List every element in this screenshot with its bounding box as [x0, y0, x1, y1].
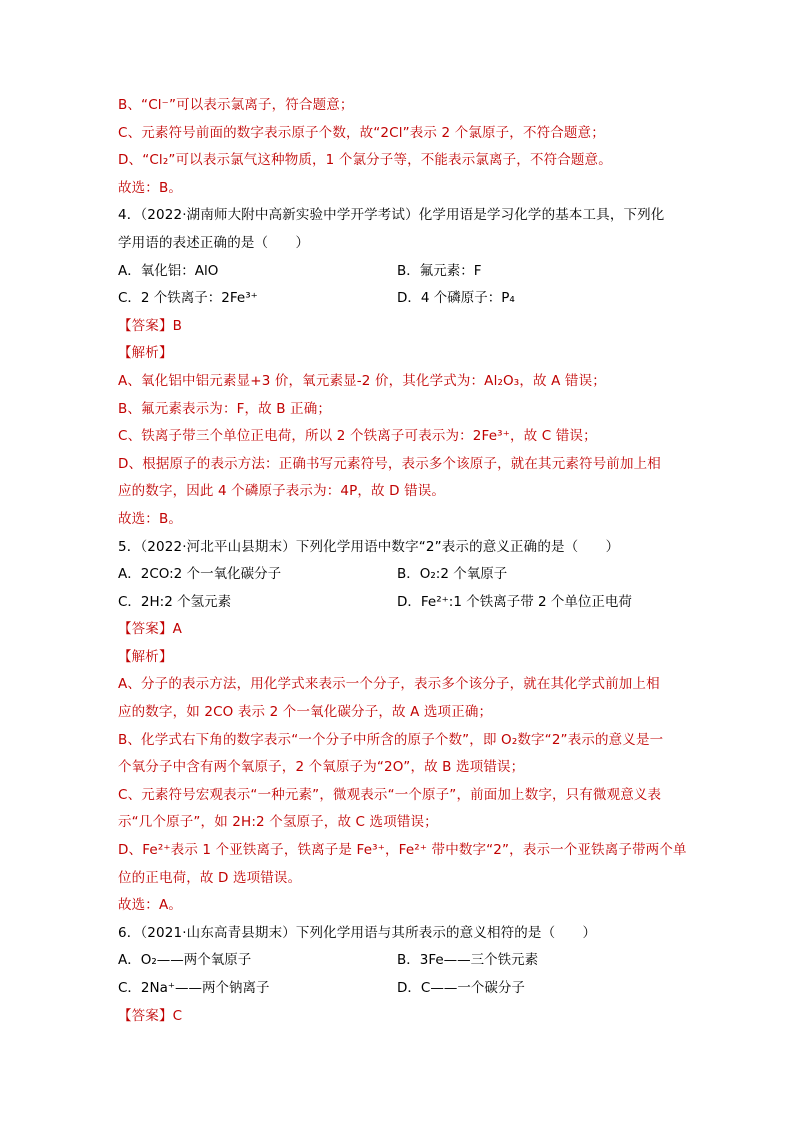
q5-conclusion: 故选：A。	[118, 897, 182, 914]
prev-analysis-line-c: C、元素符号前面的数字表示原子个数，故“2Cl”表示 2 个氯原子，不符合题意；	[118, 124, 605, 141]
q4-stem-line-2: 学用语的表述正确的是（ ）	[118, 234, 310, 251]
q4-analysis-line: A、氧化铝中铝元素显+3 价，氧元素显-2 价，其化学式为：Al₂O₃，故 A 错误；	[118, 372, 606, 389]
q4-options-row-2	[118, 285, 678, 313]
q4-conclusion: 故选：B。	[118, 510, 183, 527]
q4-stem-line-1: 4．（2022·湖南师大附中高新实验中学开学考试）化学用语是学习化学的基本工具，下列化	[118, 207, 665, 224]
q6-answer: 【答案】C	[118, 1007, 183, 1024]
q5-analysis-line: 位的正电荷，故 D 选项错误。	[118, 869, 302, 886]
q4-option-c: C．2 个铁离子：2Fe³⁺	[118, 290, 258, 307]
q4-analysis-label: 【解析】	[118, 345, 173, 362]
q6-stem: 6．（2021·山东高青县期末）下列化学用语与其所表示的意义相符的是（ ）	[118, 924, 597, 941]
q5-stem: 5．（2022·河北平山县期末）下列化学用语中数字“2”表示的意义正确的是（ ）	[118, 538, 620, 555]
q5-analysis-line: 个氧分子中含有两个氧原子，2 个氧原子为“2O”，故 B 选项错误；	[118, 759, 525, 776]
q6-option-b: B．3Fe——三个铁元素	[397, 952, 539, 969]
q4-option-d: D．4 个磷原子：P₄	[397, 290, 515, 307]
q4-options-row-1	[118, 258, 678, 286]
q5-option-c: C．2H:2 个氢元素	[118, 593, 232, 610]
q4-analysis-line: C、铁离子带三个单位正电荷，所以 2 个铁离子可表示为：2Fe³⁺，故 C 错误；	[118, 428, 597, 445]
q4-analysis-line: 应的数字，因此 4 个磷原子表示为：4P，故 D 错误。	[118, 483, 446, 500]
q5-analysis-label: 【解析】	[118, 648, 173, 665]
q5-analysis-line: 示“几个原子”，如 2H:2 个氢原子，故 C 选项错误；	[118, 814, 438, 831]
prev-analysis-line-d: D、“Cl₂”可以表示氯气这种物质，1 个氯分子等，不能表示氯离子，不符合题意。	[118, 152, 612, 169]
document-page	[118, 92, 687, 1030]
q4-option-b: B．氟元素：F	[397, 262, 482, 279]
q4-analysis-line: B、氟元素表示为：F，故 B 正确；	[118, 400, 332, 417]
q6-option-d: D．C——一个碳分子	[397, 980, 525, 996]
q5-options-row-2	[118, 589, 678, 617]
q4-analysis-line: D、根据原子的表示方法：正确书写元素符号，表示多个该原子，就在其元素符号前加上相	[118, 455, 661, 472]
q5-analysis-line: 应的数字，如 2CO 表示 2 个一氧化碳分子，故 A 选项正确；	[118, 704, 493, 721]
q5-analysis-line: D、Fe²⁺表示 1 个亚铁离子，铁离子是 Fe³⁺，Fe²⁺ 带中数字“2”，表示一个亚铁离子带两个单	[118, 842, 687, 859]
prev-conclusion: 故选：B。	[118, 179, 183, 196]
q5-analysis-line: C、元素符号宏观表示“一种元素”，微观表示“一个原子”，前面加上数字，只有微观意义表	[118, 786, 662, 803]
q5-option-d: D．Fe²⁺:1 个铁离子带 2 个单位正电荷	[397, 593, 632, 610]
q4-option-a: A．氧化铝：AlO	[118, 262, 219, 279]
q5-analysis-line: B、化学式右下角的数字表示“一个分子中所含的原子个数”，即 O₂数字“2”表示的意义是一	[118, 731, 664, 748]
q5-analysis-line: A、分子的表示方法，用化学式来表示一个分子，表示多个该分子，就在其化学式前加上相	[118, 676, 660, 693]
q6-options-row-1	[118, 947, 678, 975]
q6-option-a: A．O₂——两个氧原子	[118, 952, 252, 969]
prev-analysis-line-b: B、“Cl⁻”可以表示氯离子，符合题意；	[118, 97, 354, 113]
q5-options-row-1	[118, 561, 678, 589]
q4-answer: 【答案】B	[118, 317, 183, 334]
q6-option-c: C．2Na⁺——两个钠离子	[118, 980, 270, 996]
q6-options-row-2	[118, 975, 678, 1003]
q5-option-a: A．2CO:2 个一氧化碳分子	[118, 566, 282, 583]
q5-option-b: B．O₂:2 个氧原子	[397, 566, 508, 583]
q5-answer: 【答案】A	[118, 621, 182, 638]
